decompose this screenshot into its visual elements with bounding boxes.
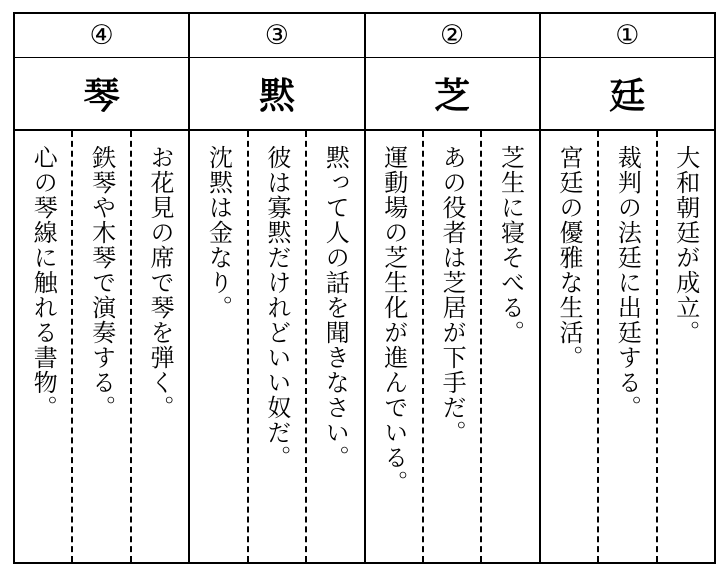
sentence-area [541, 131, 714, 562]
sentence-cell [190, 131, 246, 562]
example-sentence: 心の琴線に触れる書物。 [29, 145, 58, 420]
sentence-cell [130, 131, 188, 562]
column-number: ③ [190, 14, 363, 58]
example-sentence: あの役者は芝居が下手だ。 [438, 145, 467, 445]
kanji-heading: 廷 [541, 58, 714, 131]
sentence-cell [305, 131, 363, 562]
example-sentence: 大和朝廷が成立。 [671, 145, 700, 345]
kanji-worksheet-table [13, 12, 716, 564]
column-3 [190, 14, 365, 562]
kanji-heading: 琴 [15, 58, 188, 131]
column-1 [541, 14, 714, 562]
example-sentence: 芝生に寝そべる。 [496, 145, 525, 345]
sentence-cell [480, 131, 538, 562]
sentence-cell [597, 131, 655, 562]
example-sentence: 運動場の芝生化が進んでいる。 [379, 145, 408, 495]
example-sentence: 鉄琴や木琴で演奏する。 [87, 145, 116, 420]
example-sentence: 黙って人の話を聞きなさい。 [321, 145, 350, 470]
kanji-heading: 黙 [190, 58, 363, 131]
example-sentence: お花見の席で琴を弾く。 [146, 145, 175, 420]
sentence-cell [366, 131, 422, 562]
column-number: ① [541, 14, 714, 58]
kanji-heading: 芝 [366, 58, 539, 131]
sentence-cell [247, 131, 305, 562]
sentence-cell [541, 131, 597, 562]
example-sentence: 沈黙は金なり。 [204, 145, 233, 320]
column-2 [366, 14, 541, 562]
sentence-cell [656, 131, 714, 562]
example-sentence: 宮廷の優雅な生活。 [554, 145, 583, 370]
example-sentence: 彼は寡黙だけれどいい奴だ。 [262, 145, 291, 470]
sentence-cell [15, 131, 71, 562]
sentence-area [366, 131, 539, 562]
column-number: ④ [15, 14, 188, 58]
column-number: ② [366, 14, 539, 58]
column-4 [15, 14, 190, 562]
sentence-cell [71, 131, 129, 562]
sentence-area [15, 131, 188, 562]
sentence-cell [422, 131, 480, 562]
example-sentence: 裁判の法廷に出廷する。 [613, 145, 642, 420]
sentence-area [190, 131, 363, 562]
